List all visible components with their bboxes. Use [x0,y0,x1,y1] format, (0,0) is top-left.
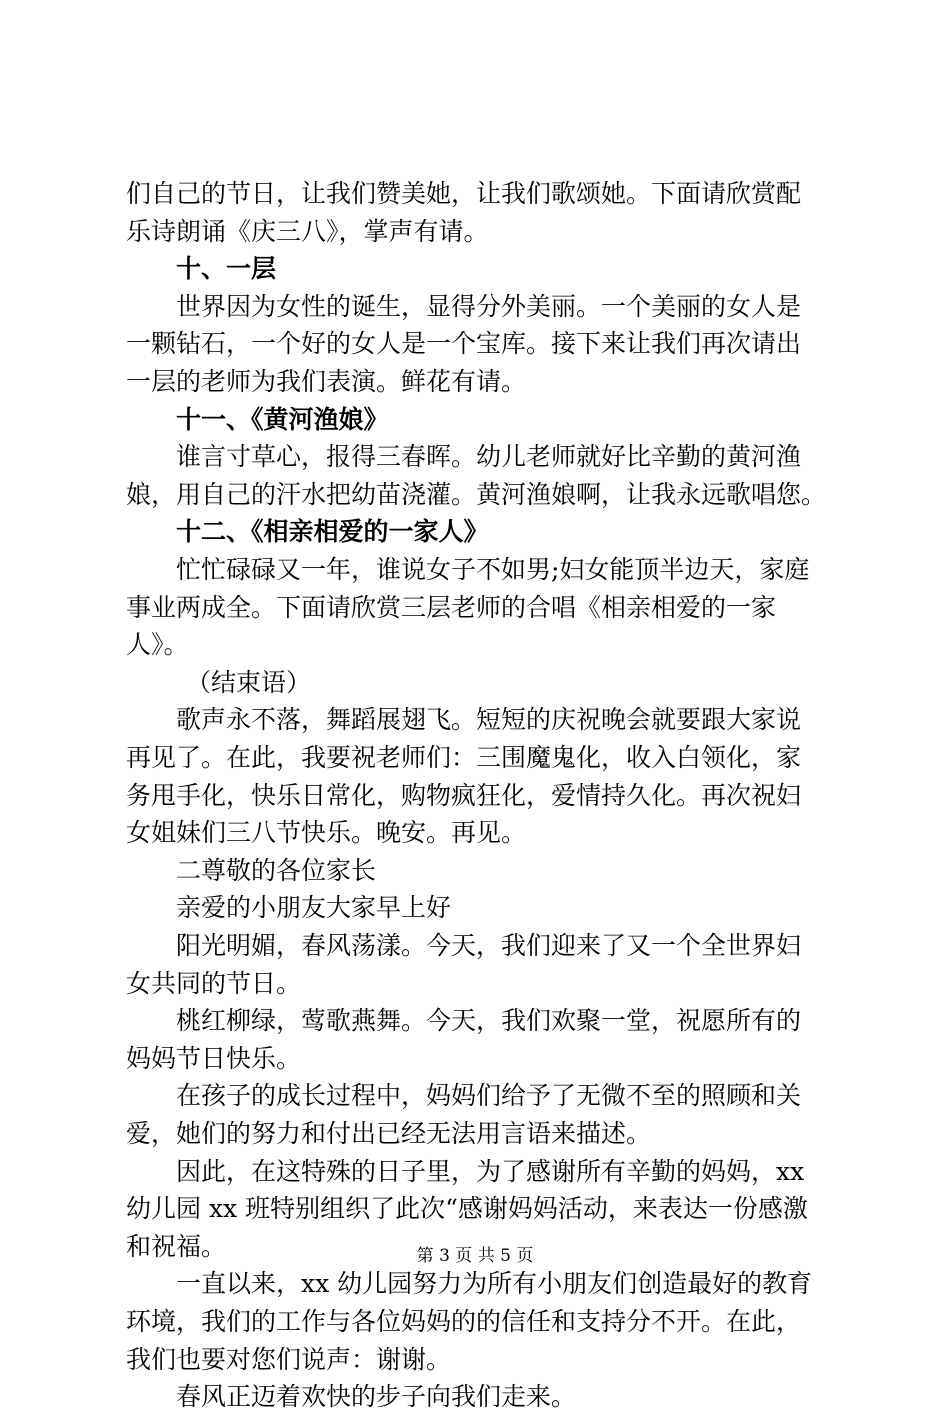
text-line [0,815,950,851]
paragraph-text: 歌声永不落，舞蹈展翅飞。短短的庆祝晚会就要跟大家说 [176,705,802,734]
paragraph-text: 爱，她们的努力和付出已经无法用言语来描述。 [126,1119,652,1148]
text-line [0,1078,950,1114]
text-line [0,890,950,926]
paragraph-text: 妈妈节日快乐。 [126,1044,302,1073]
text-line [0,214,950,250]
paragraph-text: 二尊敬的各位家长 [176,856,377,885]
text-line [0,778,950,814]
paragraph-text: 环境，我们的工作与各位妈妈的的信任和支持分不开。在此， [126,1307,802,1336]
paragraph-text: 谁言寸草心，报得三春晖。幼儿老师就好比辛勤的黄河渔 [176,442,802,471]
text-line [0,1379,950,1415]
text-line [0,439,950,475]
paragraph-text: 因此，在这特殊的日子里，为了感谢所有辛勤的妈妈，xx [176,1157,805,1186]
section-heading [0,514,950,550]
text-line [0,1003,950,1039]
section-heading-text: 十一、《黄河渔娘》 [176,405,389,434]
text-line [0,1266,950,1302]
page-footer: 第 3 页 共 5 页 [416,1246,534,1266]
paragraph-text: 娘，用自己的汗水把幼苗浇灌。黄河渔娘啊，让我永远歌唱您。 [126,480,827,509]
text-line [0,627,950,663]
section-heading [0,402,950,438]
paragraph-text: 忙忙碌碌又一年，谁说女子不如男;妇女能顶半边天，家庭 [176,555,810,584]
section-heading-text: 十二、《相亲相爱的一家人》 [176,517,489,546]
text-line [0,1191,950,1227]
paragraph-text: 幼儿园 xx 班特别组织了此次“感谢妈妈活动，来表达一份感激 [126,1194,808,1223]
text-line [0,1116,950,1152]
text-line [0,590,950,626]
paragraph-text: 女共同的节日。 [126,969,302,998]
text-line [0,966,950,1002]
text-line [0,364,950,400]
section-heading [0,251,950,287]
text-line [0,1304,950,1340]
paragraph-text: 人》。 [126,630,189,659]
text-line [0,326,950,362]
paragraph-text: 们自己的节日，让我们赞美她，让我们歌颂她。下面请欣赏配 [126,179,802,208]
paragraph-text: 我们也要对您们说声：谢谢。 [126,1345,452,1374]
section-heading-text: 十、一层 [176,254,277,283]
text-line [0,1041,950,1077]
paragraph-text: 务甩手化，快乐日常化，购物疯狂化，爱情持久化。再次祝妇 [126,781,802,810]
paragraph-text: 世界因为女性的诞生，显得分外美丽。一个美丽的女人是 [176,292,802,321]
paragraph-text: 一颗钻石，一个好的女人是一个宝库。接下来让我们再次请出 [126,329,802,358]
text-line [0,740,950,776]
paragraph-text: 一直以来，xx 幼儿园努力为所有小朋友们创造最好的教育 [176,1269,813,1298]
paragraph-text: 乐诗朗诵《庆三八》，掌声有请。 [126,217,489,246]
text-line [0,477,950,513]
text-line [0,176,950,212]
paragraph-text: （结束语） [186,668,312,697]
paragraph-text: 女姐妹们三八节快乐。晚安。再见。 [126,818,527,847]
text-line [0,665,950,701]
paragraph-text: 桃红柳绿，莺歌燕舞。今天，我们欢聚一堂，祝愿所有的 [176,1006,802,1035]
text-line [0,853,950,889]
paragraph-text: 事业两成全。下面请欣赏三层老师的合唱《相亲相爱的一家 [126,593,777,622]
text-line [0,702,950,738]
paragraph-text: 和祝福。 [126,1232,227,1261]
paragraph-text: 再见了。在此，我要祝老师们：三围魔鬼化，收入白领化，家 [126,743,802,772]
paragraph-text: 春风正迈着欢快的步子向我们走来。 [176,1382,577,1411]
paragraph-text: 在孩子的成长过程中，妈妈们给予了无微不至的照顾和关 [176,1081,802,1110]
text-line [0,928,950,964]
text-line [0,289,950,325]
text-line [0,1154,950,1190]
paragraph-text: 一层的老师为我们表演。鲜花有请。 [126,367,527,396]
paragraph-text: 亲爱的小朋友大家早上好 [176,893,452,922]
text-line [0,1342,950,1378]
paragraph-text: 阳光明媚，春风荡漾。今天，我们迎来了又一个全世界妇 [176,931,802,960]
text-line [0,552,950,588]
